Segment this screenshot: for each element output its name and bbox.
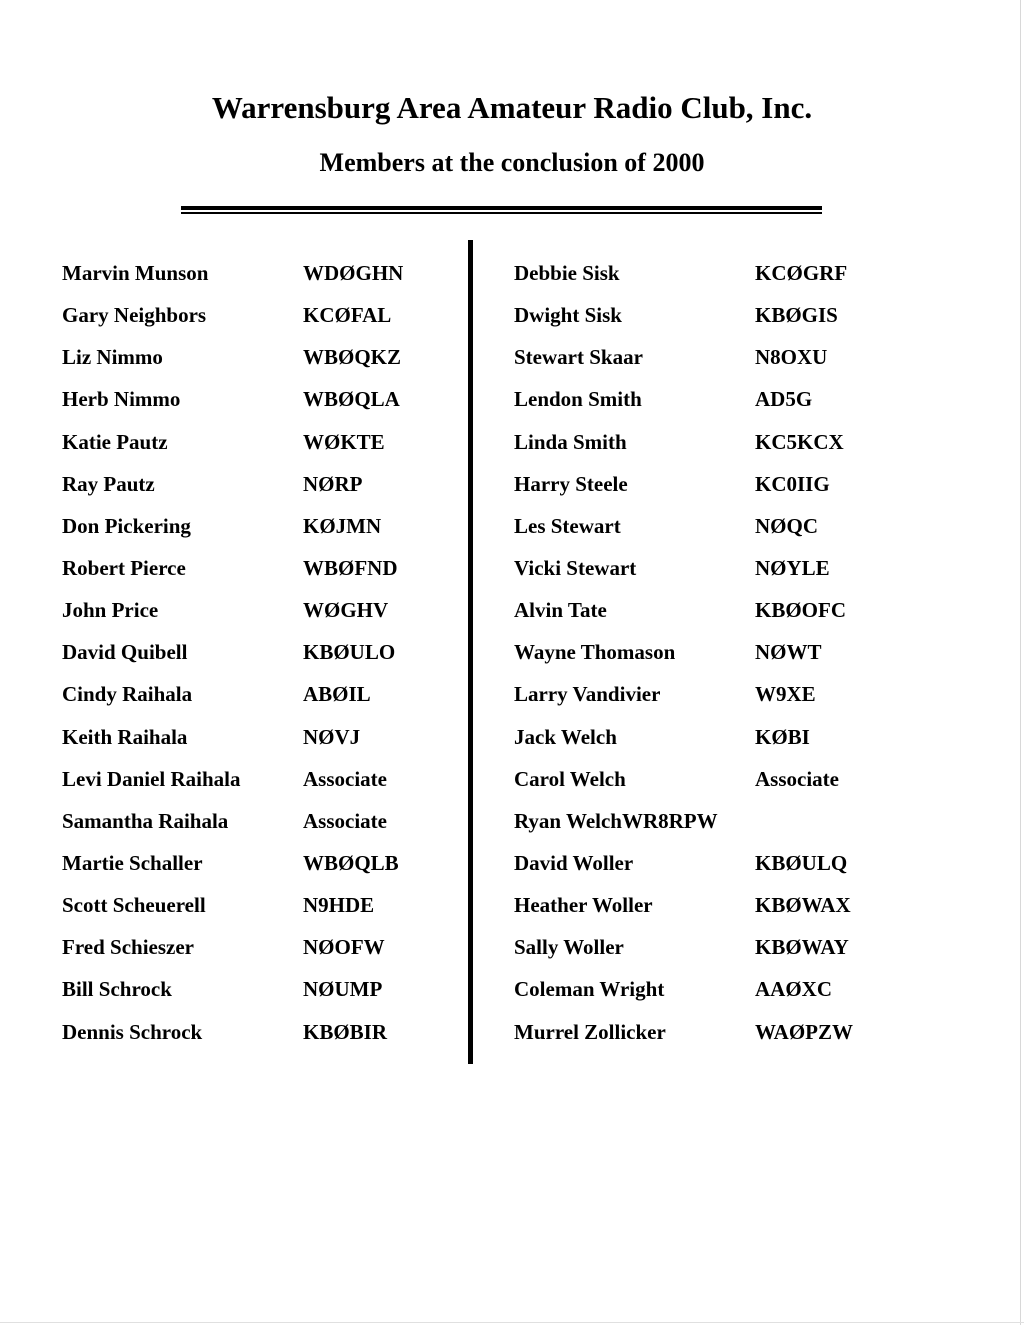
member-row (62, 842, 482, 884)
member-name: Cindy Raihala (62, 682, 193, 707)
member-name: Dennis Schrock (62, 1019, 203, 1044)
member-row (514, 884, 934, 926)
member-row (514, 758, 934, 800)
member-name: David Quibell (62, 640, 188, 665)
member-name: John Price (62, 598, 159, 623)
member-name: Herb Nimmo (62, 387, 181, 412)
member-row (514, 926, 934, 968)
member-callsign: KBØBIR (303, 1019, 388, 1044)
member-callsign: KC5KCX (755, 429, 844, 454)
member-name: Heather Woller (514, 893, 653, 918)
member-row (62, 968, 482, 1010)
member-row (514, 716, 934, 758)
member-name: Alvin Tate (514, 598, 607, 623)
member-name: Wayne Thomason (514, 640, 676, 665)
page-subtitle: Members at the conclusion of 2000 (319, 148, 705, 177)
member-callsign: KBØWAY (755, 935, 849, 960)
member-name: Coleman Wright (514, 977, 665, 1002)
member-list-right (514, 252, 934, 1053)
member-name: Debbie Sisk (514, 261, 620, 285)
member-callsign: Associate (303, 766, 387, 791)
member-callsign: WØGHV (303, 598, 389, 623)
member-row (514, 800, 934, 842)
member-callsign: NØQC (755, 513, 818, 538)
page-edge (0, 1322, 1024, 1323)
member-callsign: KBØWAX (755, 893, 851, 918)
member-row (62, 631, 482, 673)
member-row (62, 716, 482, 758)
member-callsign: WDØGHN (303, 261, 404, 285)
member-row (62, 800, 482, 842)
member-name: Larry Vandivier (514, 682, 661, 707)
member-name: Stewart Skaar (514, 345, 643, 370)
member-callsign: W9XE (755, 682, 816, 707)
member-callsign: KBØGIS (755, 303, 838, 328)
member-row (62, 421, 482, 463)
member-name: Katie Pautz (62, 429, 168, 454)
member-list-left (62, 252, 482, 1053)
member-name: Murrel Zollicker (514, 1019, 666, 1044)
member-callsign: NØRP (303, 471, 363, 496)
member-name: Levi Daniel Raihala (62, 766, 241, 791)
member-callsign: KBØOFC (755, 598, 847, 623)
member-row (514, 842, 934, 884)
member-callsign: KBØULQ (755, 850, 848, 875)
member-name: Dwight Sisk (514, 303, 622, 328)
member-name: Martie Schaller (62, 850, 203, 875)
member-row (62, 673, 482, 715)
member-callsign: ABØIL (303, 682, 371, 707)
page-edge (1020, 0, 1021, 1325)
member-callsign: WBØFND (303, 555, 398, 580)
member-row (62, 926, 482, 968)
member-name: Keith Raihala (62, 724, 188, 749)
title-rule (181, 206, 822, 210)
member-name: Liz Nimmo (62, 345, 163, 370)
member-callsign: N9HDE (303, 893, 375, 918)
member-callsign: WØKTE (303, 429, 385, 454)
member-row (62, 378, 482, 420)
member-name: David Woller (514, 850, 634, 875)
member-callsign: WBØQLB (303, 850, 399, 875)
member-name: Lendon Smith (514, 387, 642, 412)
member-callsign: NØVJ (303, 724, 361, 749)
member-row (514, 336, 934, 378)
member-row (62, 336, 482, 378)
member-name: Robert Pierce (62, 555, 186, 580)
member-callsign: Associate (755, 766, 839, 791)
member-row (62, 884, 482, 926)
member-name: Harry Steele (514, 471, 628, 496)
member-callsign: WBØQKZ (303, 345, 402, 370)
title-rule (181, 212, 822, 214)
member-name: Linda Smith (514, 429, 627, 454)
page-title: Warrensburg Area Amateur Radio Club, Inc. (211, 90, 813, 125)
member-callsign: KC0IIG (755, 471, 830, 496)
member-row (514, 378, 934, 420)
member-callsign: KBØULO (303, 640, 396, 665)
member-name: Scott Scheuerell (62, 893, 206, 918)
member-row (514, 252, 934, 294)
member-row (514, 505, 934, 547)
member-callsign: NØYLE (755, 555, 830, 580)
member-row (62, 252, 482, 294)
member-callsign: WBØQLA (303, 387, 400, 412)
member-callsign: WAØPZW (755, 1019, 854, 1044)
member-callsign: NØOFW (303, 935, 385, 960)
member-callsign: KCØGRF (755, 261, 848, 285)
member-callsign: Associate (303, 808, 387, 833)
member-callsign: KØBI (755, 724, 810, 749)
member-callsign: KCØFAL (303, 303, 392, 328)
member-row (514, 547, 934, 589)
member-callsign: N8OXU (755, 345, 828, 370)
member-name: Don Pickering (62, 513, 191, 538)
member-callsign: KØJMN (303, 513, 382, 538)
member-row (62, 294, 482, 336)
member-name: Carol Welch (514, 766, 626, 791)
member-row (514, 968, 934, 1010)
member-name: Sally Woller (514, 935, 624, 960)
member-name: Les Stewart (514, 513, 621, 538)
member-name: Jack Welch (514, 724, 617, 749)
member-callsign: NØWT (755, 640, 822, 665)
member-name: Ray Pautz (62, 471, 155, 496)
member-name: Vicki Stewart (514, 555, 637, 580)
member-name: Bill Schrock (62, 977, 172, 1002)
member-callsign: AAØXC (755, 977, 832, 1002)
member-row (62, 589, 482, 631)
member-row (62, 463, 482, 505)
member-row (62, 758, 482, 800)
member-name: Ryan WelchWR8RPW (514, 808, 718, 833)
member-row (514, 631, 934, 673)
member-row (62, 547, 482, 589)
member-callsign: NØUMP (303, 977, 383, 1002)
member-row (514, 294, 934, 336)
member-row (514, 463, 934, 505)
member-row (514, 421, 934, 463)
member-name: Samantha Raihala (62, 808, 229, 833)
member-row (514, 589, 934, 631)
member-name: Fred Schieszer (62, 935, 194, 960)
member-name: Marvin Munson (62, 261, 209, 285)
member-row (514, 1011, 934, 1053)
member-row (62, 505, 482, 547)
member-name: Gary Neighbors (62, 303, 207, 328)
member-callsign: AD5G (755, 387, 813, 412)
member-row (62, 1011, 482, 1053)
member-row (514, 673, 934, 715)
